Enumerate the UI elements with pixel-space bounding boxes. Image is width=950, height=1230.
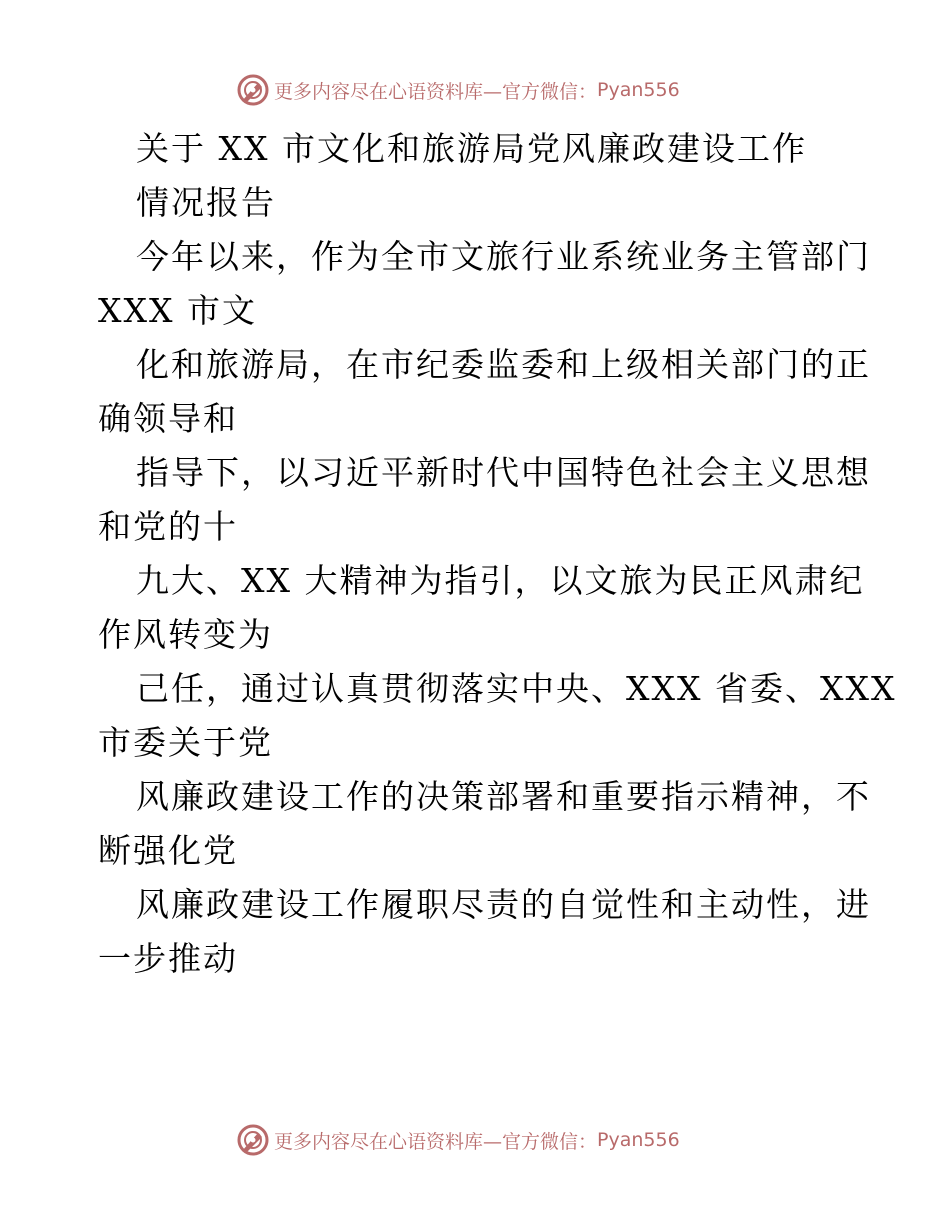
watermark-id: Pyan556 (597, 1129, 680, 1151)
paragraph-line: 风廉政建设工作的决策部署和重要指示精神，不 (136, 777, 871, 816)
paragraph-line: 和党的十 (98, 507, 238, 546)
paragraph-line: 己任，通过认真贯彻落实中央、XXX 省委、XXX (136, 669, 897, 708)
paragraph-line: 化和旅游局，在市纪委监委和上级相关部门的正 (136, 345, 871, 384)
document-title-line-2: 情况报告 (136, 183, 276, 222)
pen-logo-icon (236, 73, 270, 107)
watermark-id: Pyan556 (597, 79, 680, 101)
paragraph-line: 今年以来，作为全市文旅行业系统业务主管部门 (136, 237, 871, 276)
paragraph-line: 指导下，以习近平新时代中国特色社会主义思想 (136, 453, 871, 492)
paragraph-line: 确领导和 (98, 399, 238, 438)
watermark-header (236, 72, 680, 108)
watermark-text: 更多内容尽在心语资料库—官方微信： (274, 1130, 598, 1153)
paragraph-line: 风廉政建设工作履职尽责的自觉性和主动性，进 (136, 885, 871, 924)
paragraph-line: 一步推动 (98, 939, 238, 978)
paragraph-line: 作风转变为 (98, 615, 273, 654)
paragraph-line: 断强化党 (98, 831, 238, 870)
document-body (98, 122, 897, 986)
watermark-footer (236, 1122, 680, 1158)
watermark-text: 更多内容尽在心语资料库—官方微信： (274, 80, 598, 103)
paragraph-line: XXX 市文 (98, 291, 257, 330)
pen-logo-icon (236, 1123, 270, 1157)
paragraph-line: 市委关于党 (98, 723, 273, 762)
paragraph-line: 九大、XX 大精神为指引，以文旅为民正风肃纪 (136, 561, 865, 600)
document-title-line-1: 关于 XX 市文化和旅游局党风廉政建设工作 (136, 129, 807, 168)
